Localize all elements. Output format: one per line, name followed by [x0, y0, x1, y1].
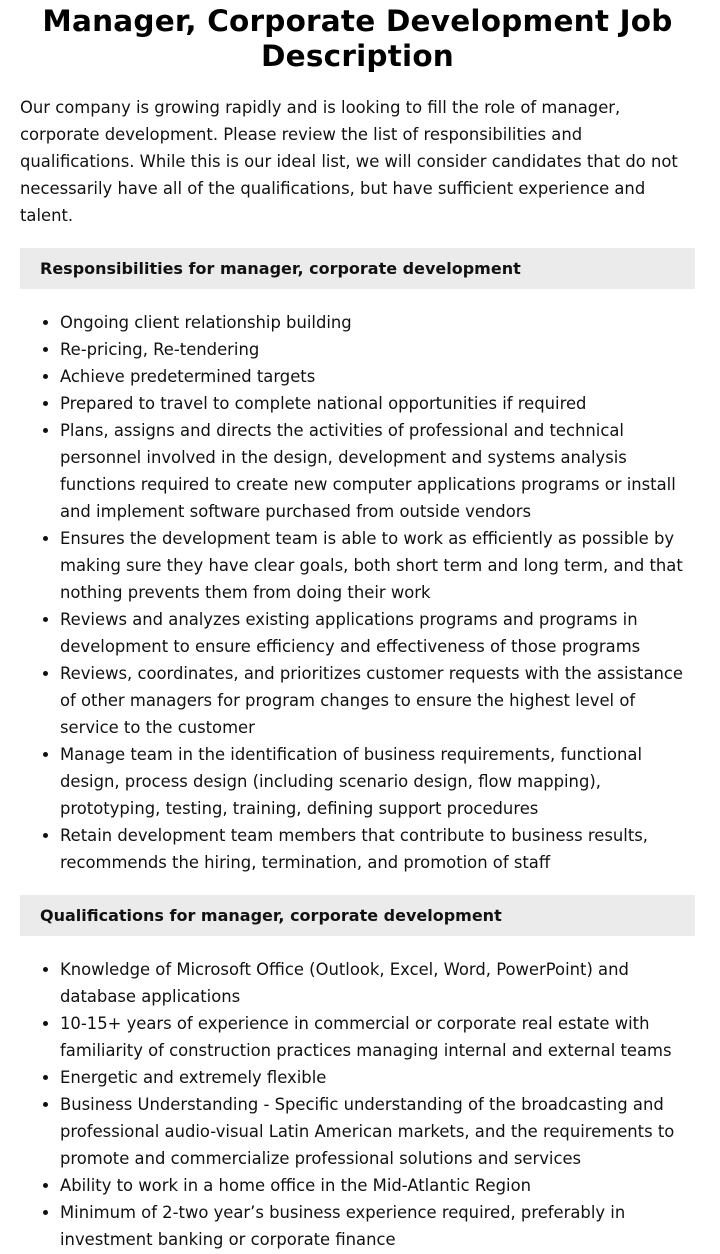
list-item: • Energetic and extremely flexible: [60, 1064, 695, 1091]
page-title: Manager, Corporate Development Job Description: [42, 4, 673, 73]
responsibilities-heading: Responsibilities for manager, corporate development: [20, 248, 695, 289]
qualifications-heading: Qualifications for manager, corporate development: [20, 895, 695, 936]
list-item: • Ongoing client relationship building: [60, 309, 695, 336]
list-item: • Prepared to travel to complete national opportunities if required: [60, 390, 695, 417]
qualifications-list: [20, 956, 695, 1253]
list-item: • Achieve predetermined targets: [60, 363, 695, 390]
list-item: • Plans, assigns and directs the activities of professional and technical personnel involved in the design, development and systems analysis functions required to create new computer applications programs or install and implement software purchased from outside vendors: [60, 417, 695, 525]
list-item: • Reviews and analyzes existing applications programs and programs in development to ensure efficiency and effectiveness of those programs: [60, 606, 695, 660]
list-item: • Ensures the development team is able to work as efficiently as possible by making sure they have clear goals, both short term and long term, and that nothing prevents them from doing their work: [60, 525, 695, 606]
list-item: • Ability to work in a home office in the Mid-Atlantic Region: [60, 1172, 695, 1199]
intro-paragraph: Our company is growing rapidly and is looking to fill the role of manager, corporate development. Please review the list of responsibilities and qualifications. While this is our ideal list, we will consider candidates that do not necessarily have all of the qualifications, but have sufficient experience and talent.: [20, 98, 678, 225]
list-item: • Reviews, coordinates, and prioritizes customer requests with the assistance of other managers for program changes to ensure the highest level of service to the customer: [60, 660, 695, 741]
list-item: • Business Understanding - Specific understanding of the broadcasting and professional audio-visual Latin American markets, and the requirements to promote and commercialize professional solutions and services: [60, 1091, 695, 1172]
list-item: • 10-15+ years of experience in commercial or corporate real estate with familiarity of construction practices managing internal and external teams: [60, 1010, 695, 1064]
list-item: • Re-pricing, Re-tendering: [60, 336, 695, 363]
list-item: • Retain development team members that contribute to business results, recommends the hiring, termination, and promotion of staff: [60, 822, 695, 876]
list-item: • Knowledge of Microsoft Office (Outlook, Excel, Word, PowerPoint) and database applications: [60, 956, 695, 1010]
list-item: • Minimum of 2-two year’s business experience required, preferably in investment banking or corporate finance: [60, 1199, 695, 1253]
list-item: • Manage team in the identification of business requirements, functional design, process design (including scenario design, flow mapping), prototyping, testing, training, defining support procedures: [60, 741, 695, 822]
responsibilities-list: [20, 309, 695, 876]
